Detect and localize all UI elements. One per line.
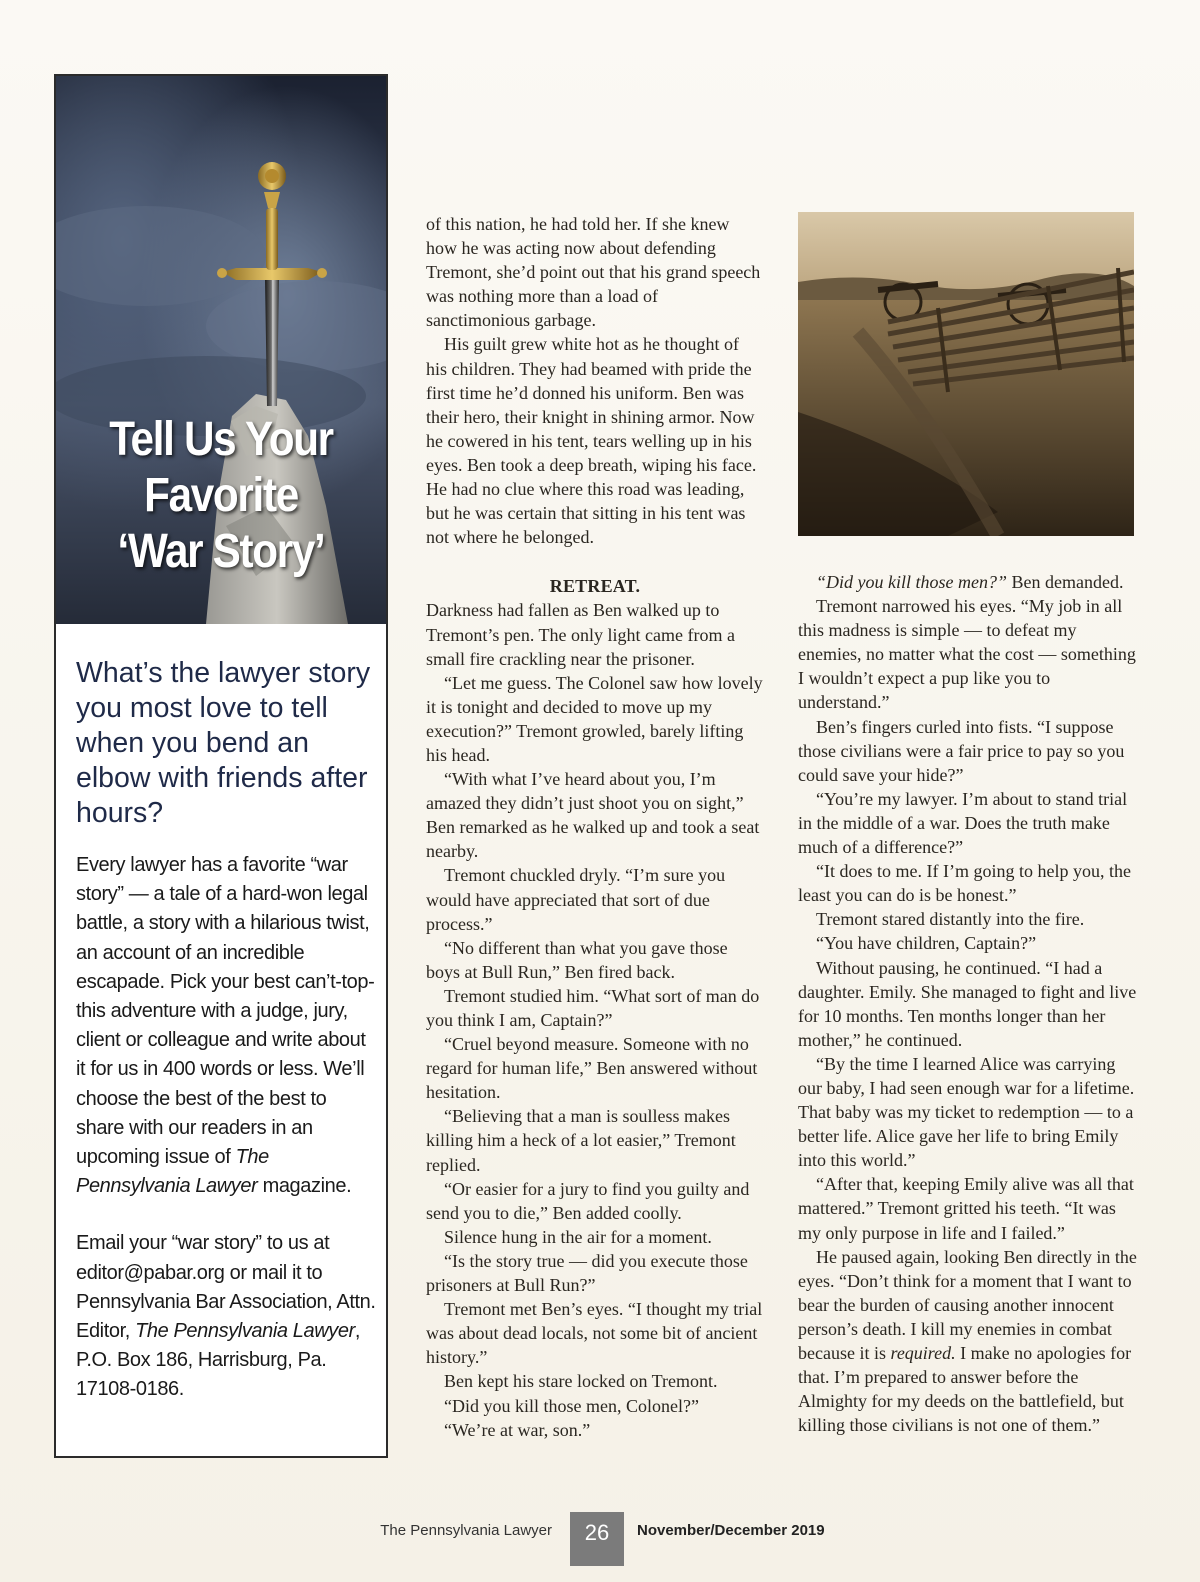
story-paragraph: “Did you kill those men, Colonel?”: [444, 1395, 699, 1416]
story-text: Ben demanded.: [1007, 572, 1124, 592]
story-paragraph: “It does to me. If I’m going to help you, the least you can do is be honest.”: [798, 861, 1131, 906]
story-paragraph: Tremont studied him. “What sort of man do you think I am, Captain?”: [426, 985, 760, 1030]
story-paragraph: Darkness had fallen as Ben walked up to Tremont’s pen. The only light came from a small fire crackling near the prisoner.: [426, 600, 735, 669]
story-paragraph: “No different than what you gave those boys at Bull Run,” Ben fired back.: [426, 937, 728, 982]
story-paragraph: Silence hung in the air for a moment.: [444, 1226, 712, 1247]
story-paragraph: Tremont narrowed his eyes. “My job in all this madness is simple — to defeat my enemies, no matter what the cost — something I wouldn’t expect a pup like you to understand.”: [798, 596, 1136, 713]
sidebar-callout: [54, 74, 388, 1458]
callout-title-line: ‘War Story’: [117, 525, 325, 578]
story-paragraph: “After that, keeping Emily alive was all that mattered.” Tremont gritted his teeth. “It was my only purpose in life and I failed.”: [798, 1174, 1134, 1243]
story-paragraph: [798, 570, 1138, 594]
story-paragraph: “We’re at war, son.”: [444, 1419, 591, 1440]
footer-issue-date: November/December 2019: [637, 1522, 825, 1539]
story-paragraph: Without pausing, he continued. “I had a daughter. Emily. She managed to fight and live for 10 months. Ten months longer than her mother,” he continued.: [798, 957, 1137, 1050]
story-paragraph: [798, 1245, 1138, 1438]
magazine-name: The Pennsylvania Lawyer: [76, 1146, 269, 1198]
callout-title-line: Favorite: [144, 469, 298, 522]
magazine-name: The Pennsylvania Lawyer: [135, 1320, 355, 1343]
page-number: 26: [570, 1512, 624, 1566]
story-paragraph: His guilt grew white hot as he thought of his children. They had beamed with pride the first time he’d donned his uniform. Ben was their hero, their knight in shining armor. Now he cowered in his tent, tears welling up in his eyes. Ben took a deep breath, wiping his face. He had no clue where this road was leading, but he was certain that sitting in his tent was not where he belonged.: [426, 334, 757, 548]
story-paragraph: “You’re my lawyer. I’m about to stand trial in the middle of a war. Does the truth make much of a difference?”: [798, 788, 1128, 858]
story-column-1: [426, 212, 764, 1442]
cannon-fence-illustration: [798, 212, 1134, 536]
callout-title-line: Tell Us Your: [109, 413, 333, 466]
story-paragraph: Tremont chuckled dryly. “I’m sure you would have appreciated that sort of due process.”: [426, 865, 726, 934]
footer-magazine-name: The Pennsylvania Lawyer: [380, 1522, 552, 1539]
emphasized-quote: “Did you kill those men?”: [816, 572, 1007, 592]
callout-question: What’s the lawyer story you most love to tell when you bend an elbow with friends after hours?: [76, 657, 371, 829]
callout-title: [76, 412, 366, 580]
story-paragraph: Ben kept his stare locked on Tremont.: [444, 1371, 718, 1392]
story-paragraph: “With what I’ve heard about you, I’m amazed they didn’t just shoot you on sight,” Ben remarked as he walked up and took a seat nearby.: [426, 769, 760, 862]
story-paragraph: of this nation, he had told her. If she knew how he was acting now about defending Tremont, she’d point out that his grand speech was nothing more than a load of sanctimonious garbage.: [426, 214, 761, 331]
story-text: He paused again, looking Ben directly in the eyes. “Don’t think for a moment that I want to bear the burden of causing another innocent person’s death. I kill my enemies in combat because it is: [798, 1246, 1137, 1363]
callout-text: magazine.: [257, 1175, 352, 1198]
sword-in-stone-image: [56, 76, 386, 624]
battlefield-photo: [798, 212, 1134, 536]
callout-text: , P.O. Box 186, Harrisburg, Pa. 17108-0186.: [76, 1320, 361, 1401]
callout-contact: [76, 1229, 376, 1404]
story-paragraph: “Cruel beyond measure. Someone with no regard for human life,” Ben answered without hesitation.: [426, 1034, 758, 1103]
story-paragraph: “Is the story true — did you execute those prisoners at Bull Run?”: [426, 1250, 748, 1296]
story-text: I make no apologies for that. I’m prepared to answer before the Almighty for my deeds on the battlefield, but killing those civilians is not one of them.”: [798, 1343, 1132, 1436]
callout-text: Email your “war story” to us at editor@pabar.org or mail it to Pennsylvania Bar Association, Attn. Editor,: [76, 1232, 376, 1343]
story-column-2: [798, 570, 1138, 1437]
callout-paragraph: [76, 851, 376, 1201]
story-paragraph: “Or easier for a jury to find you guilty and send you to die,” Ben added coolly.: [426, 1178, 750, 1223]
section-heading: RETREAT.: [549, 576, 641, 597]
story-paragraph: “You have children, Captain?”: [816, 933, 1037, 954]
emphasized-word: required.: [890, 1343, 956, 1363]
story-paragraph: Tremont met Ben’s eyes. “I thought my trial was about dead locals, not some bit of ancient history.”: [426, 1299, 763, 1368]
callout-body: [76, 656, 376, 1433]
story-paragraph: Tremont stared distantly into the fire.: [816, 909, 1085, 930]
story-paragraph: “Let me guess. The Colonel saw how lovely it is tonight and decided to move up my execution?” Tremont growled, barely lifting his head.: [426, 672, 763, 765]
story-paragraph: “By the time I learned Alice was carrying our baby, I had seen enough war for a lifetime. That baby was my ticket to redemption — to a better life. Alice gave her life to bring Emily into this world.”: [798, 1053, 1135, 1171]
story-paragraph: “Believing that a man is soulless makes killing him a heck of a lot easier,” Tremont replied.: [426, 1106, 736, 1175]
callout-text: Every lawyer has a favorite “war story” — a tale of a hard-won legal battle, a story with a hilarious twist, an account of an incredible escapade. Pick your best can’t-top-this adventure with a judge, jury, client or colleague and write about it for us in 400 words or less. We’ll choose the best of the best to share with our readers in an upcoming issue of: [76, 854, 375, 1169]
story-paragraph: Ben’s fingers curled into fists. “I suppose those civilians were a fair price to pay so you could save your hide?”: [798, 716, 1125, 785]
